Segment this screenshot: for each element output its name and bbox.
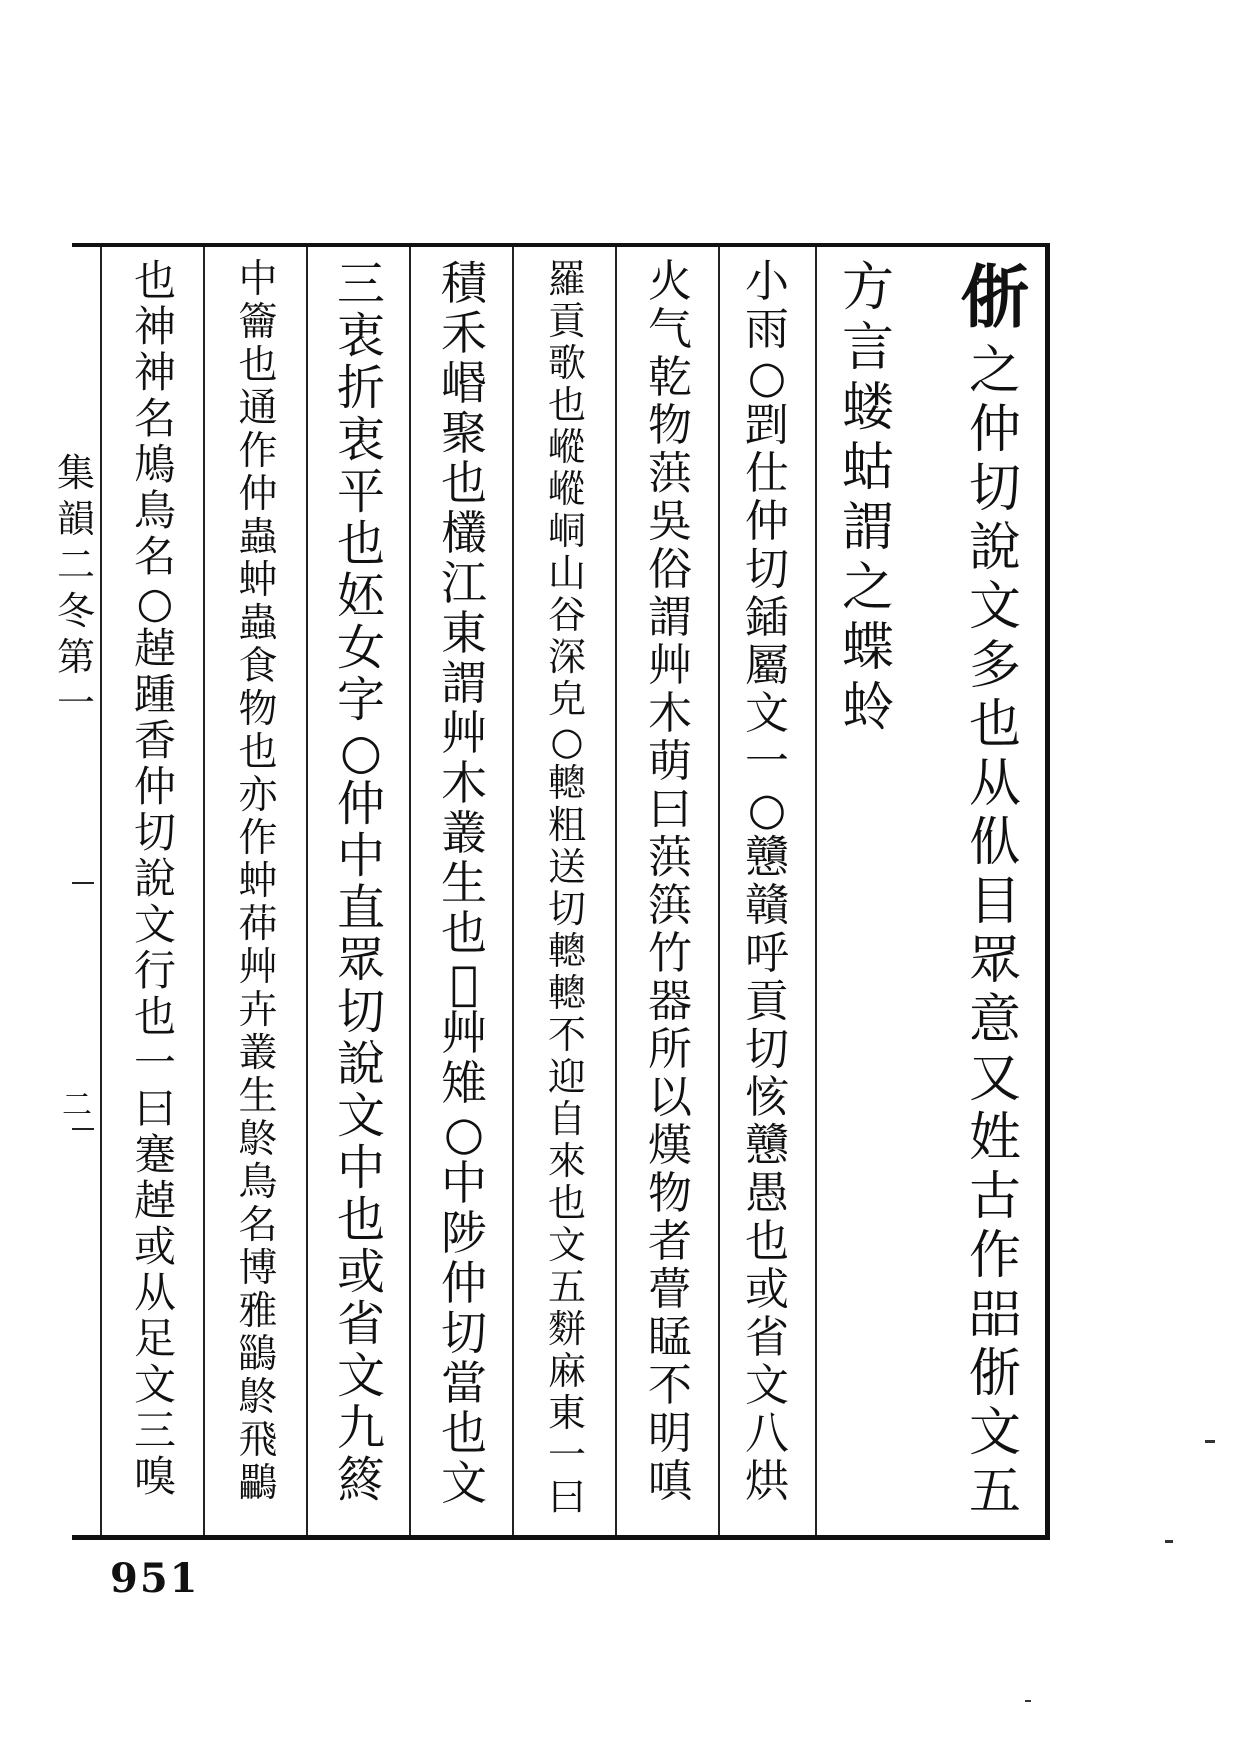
column-text: 也 神 神 名 鳩 鳥 名 ○ 趠 踵 香 仲 切 說 文 行 也 一 曰 蹇 趠 或 从 足 文 三 嗅 <box>133 258 176 1501</box>
margin-number: 二 <box>62 1088 92 1123</box>
text-column-9 <box>107 258 203 1530</box>
margin-tick <box>72 882 94 884</box>
text-column-7 <box>313 258 409 1530</box>
column-text: 方 言 蝼 蛄 謂 之 蝶 蛉 <box>841 258 894 738</box>
column-text: 三 衷 折 衷 平 也 㚰 女 字 ○ 仲 中 直 眾 切 說 文 中 也 或 省 文 九 䈺 <box>336 258 385 1508</box>
column-rule <box>615 247 617 1535</box>
margin-tick <box>72 1128 94 1130</box>
print-speck <box>1025 1700 1031 1702</box>
column-text: 小 雨 ○ 㓻 仕 仲 切 鍤 屬 文 一 ○ 戇 贛 呼 貢 切 㤥 戇 愚 也 或 省 文 八 烘 <box>745 258 789 1507</box>
column-rule <box>306 247 308 1535</box>
column-rule <box>815 247 817 1535</box>
column-rule <box>100 247 102 1535</box>
text-column-1 <box>945 258 1045 1530</box>
column-rule <box>512 247 514 1535</box>
margin-title: 集 韻 二 冬 第 一 <box>56 451 95 725</box>
column-text: 積 禾 㟭 聚 也 欉 江 東 謂 艸 木 叢 生 也 𦲫 艸 雉 ○ 中 陟 仲 切 當 也 文 <box>441 258 487 1510</box>
text-column-2 <box>818 258 918 1530</box>
headword: 㑜 <box>960 258 1029 338</box>
print-speck <box>1205 1440 1215 1443</box>
column-text: 火 气 乾 物 葓 吳 俗 謂 艸 木 萌 曰 葓 篊 竹 器 所 以 熯 物 者 瞢 䁅 不 明 嗔 <box>648 258 692 1507</box>
column-rule <box>409 247 411 1535</box>
text-column-5 <box>519 258 615 1530</box>
print-speck <box>1165 1540 1173 1543</box>
column-text: 羅 貢 歌 也 嵷 嵷 峒 山 谷 深 皃 ○ 䡯 粗 送 切 䡯 䡯 不 迎 自 來 也 文 五 䴵 麻 東 一 曰 <box>547 258 586 1519</box>
text-column-6 <box>416 258 512 1530</box>
text-column-3 <box>719 258 815 1530</box>
text-column-8 <box>210 258 306 1530</box>
column-text: 中 籥 也 通 作 仲 蟲 蚛 蟲 食 物 也 亦 作 蚛 茽 艸 卉 叢 生 鴤 鳥 名 博 雅 鶅 鴤 飛 鸓 <box>238 258 278 1506</box>
page-number: 951 <box>110 1555 200 1602</box>
text-column-4 <box>622 258 718 1530</box>
column-text: 之 仲 切 說 文 多 也 从 㐺 目 眾 意 又 姓 古 作 㗊 㑜 文 五 <box>968 341 1021 1522</box>
column-rule <box>203 247 205 1535</box>
